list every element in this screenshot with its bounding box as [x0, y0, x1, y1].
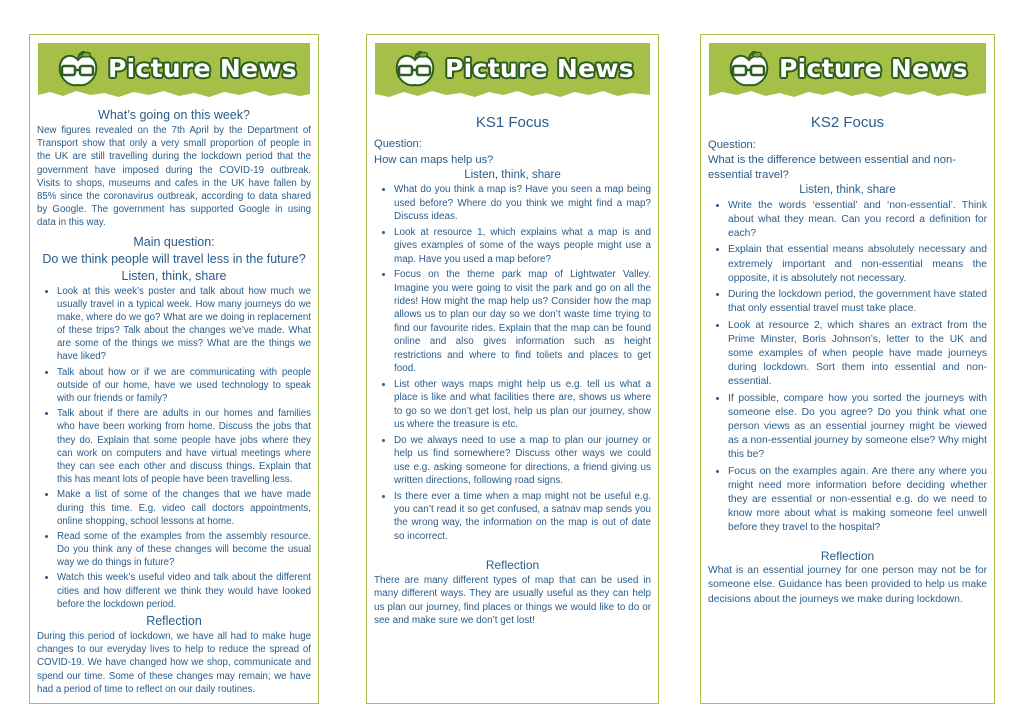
banner-torn-edge	[38, 85, 310, 101]
picture-news-banner	[38, 43, 310, 101]
question-text: How can maps help us?	[374, 153, 494, 166]
list-item: • If possible, compare how you sorted the journeys with someone else. Do you agree? Do you think what one person views as an essential journey might be viewed as a non-essential journey by someone else? Why might this be?	[728, 392, 987, 463]
list-item: • Look at resource 1, which explains what a map is and gives examples of some of the ways people might use a map. Have you used a map before?	[394, 226, 651, 266]
banner-torn-edge	[375, 85, 650, 101]
question-label: Question:	[374, 138, 422, 151]
list-item: • Read some of the examples from the assembly resource. Do you think any of these changes will become the usual way we do things in future?	[57, 530, 311, 570]
list-item: • Make a list of some of the changes that we have made during this time. E.g. video call doctors appointments, online shopping, school lessons at home.	[57, 488, 311, 528]
list-item: • During the lockdown period, the government have stated that only essential travel must take place.	[728, 288, 987, 316]
activity-list	[374, 183, 651, 543]
reflection-title: Reflection	[485, 558, 540, 573]
list-item: • Do we always need to use a map to plan our journey or help us find somewhere? Discuss other ways we could use e.g. asking someone for directions, a friend giving us written directions, following road signs.	[394, 434, 651, 488]
panel-news-content	[37, 107, 311, 699]
listen-think-share: Listen, think, share	[464, 168, 561, 181]
ks2-focus-title: KS2 Focus	[810, 114, 885, 131]
activity-list	[37, 285, 311, 612]
list-item: • List other ways maps might help us e.g. tell us what a place is like and what facilities there are, shows us where to go so we don’t get lost, help us plan our journey, show us where the treasure is etc.	[394, 378, 651, 432]
reflection-paragraph: There are many different types of map that can be used in many different ways. They are usually useful as they can help us plan our journey, find places or things we would like to do or see and make sure we don’t get lost!	[374, 574, 651, 627]
picture-news-banner	[375, 43, 650, 101]
listen-think-share: Listen, think, share	[121, 268, 227, 283]
list-item: • Explain that essential means absolutely necessary and extremely important and non-essential means the opposite, it is absolutely not necessary.	[728, 243, 987, 286]
section-title: What’s going on this week?	[98, 108, 250, 122]
main-question-label: Main question:	[133, 234, 215, 249]
panel-ks1-content	[374, 107, 651, 699]
reflection-paragraph: During this period of lockdown, we have all had to make huge changes to our everyday lives to help to reduce the spread of COVID-19. We have changed how we shop, communicate and spend our time. Some of these changes may remain; we have had a period of time to reflect on our daily routines.	[37, 631, 311, 695]
brand-title: Picture News	[445, 54, 634, 83]
brand-title: Picture News	[779, 54, 968, 83]
list-item: • Focus on the theme park map of Lightwater Valley. Imagine you were going to visit the park and go on all the rides! How might the map help us? Consider how the map allows us to plan our day so we don’t waste time trying to find our favourite rides. Explain that the map can be found online and also gives information such as height restrictions and where to find toliets and places to get food.	[394, 268, 651, 376]
question-text: What is the difference between essential and non-essential travel?	[708, 153, 956, 181]
ks1-focus-title: KS1 Focus	[475, 114, 550, 131]
panel-news	[29, 34, 319, 704]
list-item: • Is there ever a time when a map might not be useful e.g. you can’t read it so get confused, a satnav map sends you the wrong way, the information on the map is out of date so incorrect.	[394, 490, 651, 544]
list-item: • Write the words ‘essential’ and ‘non-essential’. Think about what they mean. Can you record a definition for each?	[728, 199, 987, 242]
list-item: • Talk about how or if we are communicating with people outside of our home, have we used technology to speak with our friends or family?	[57, 366, 311, 406]
picture-news-banner	[709, 43, 986, 101]
listen-think-share: Listen, think, share	[799, 184, 896, 197]
list-item: • Look at this week’s poster and talk about how much we usually travel in a typical week. How many journeys do we make, where do we go? What are we doing in replacement of these trips? Talk about the changes we’ve made. What are some of the things we miss? What are the things we have liked?	[57, 285, 311, 364]
question-label: Question:	[708, 138, 756, 151]
banner-torn-edge	[709, 85, 986, 101]
brand-title: Picture News	[108, 54, 297, 83]
panel-ks2	[700, 34, 995, 704]
reflection-title: Reflection	[820, 548, 875, 563]
list-item: • Talk about if there are adults in our homes and families who have been working from home. Discuss the jobs that they do. Explain that some people have jobs where they can work on computers and have virtual meetings where they can see each other and discuss things. Explain that this has meant lots of people have been travelling less.	[57, 407, 311, 486]
list-item: • What do you think a map is? Have you seen a map being used before? Where do you think we might find a map? Discuss ideas.	[394, 183, 651, 223]
panel-ks2-content	[708, 107, 987, 699]
main-question: Do we think people will travel less in the future?	[42, 251, 306, 266]
activity-list	[708, 199, 987, 536]
reflection-title: Reflection	[146, 614, 202, 628]
list-item: • Look at resource 2, which shares an extract from the Prime Minster, Boris Johnson’s, letter to the UK and some examples of when people have made journeys during lockdown. Sort them into essential and non-essential.	[728, 319, 987, 390]
reflection-paragraph: What is an essential journey for one person may not be for someone else. Guidance has been provided to help us make decisions about the journeys we make during lockdown.	[708, 565, 987, 605]
list-item: • Focus on the examples again. Are there any where you might need more information before deciding whether they are essential or non-essential e.g. do we need to know more about what is making someone feel unwell before they travel to the hospital?	[728, 465, 987, 536]
panel-ks1	[366, 34, 659, 704]
intro-paragraph: New figures revealed on the 7th April by the Department of Transport show that only a very small proportion of people in the UK are still travelling during the lockdown period that the government have imposed during the COVID-19 outbreak. Visits to shops, museums and cafes in the UK have fallen by 85% since the coronavirus outbreak, according to data shared by Google. The government has supported Google in using data in this way.	[37, 125, 311, 229]
list-item: • Watch this week’s useful video and talk about the different cities and how different we think they would have looked before the lockdown period.	[57, 571, 311, 611]
